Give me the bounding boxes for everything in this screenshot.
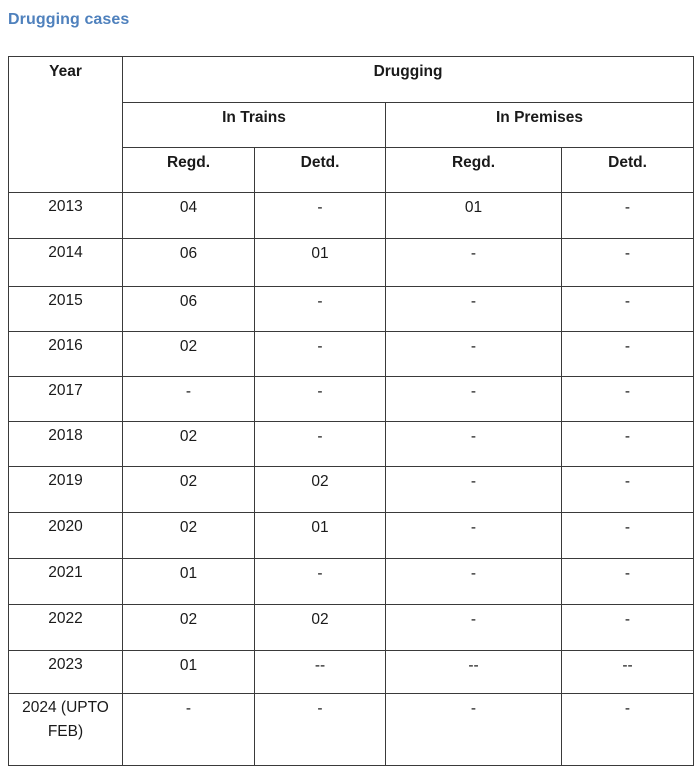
table-row <box>9 651 694 694</box>
cell-trains-detd: 02 <box>255 467 386 513</box>
cell-prem-regd: 01 <box>386 193 562 239</box>
cell-year: 2018 <box>9 422 123 467</box>
cell-prem-regd: -- <box>386 651 562 694</box>
cell-trains-regd: 02 <box>123 513 255 559</box>
table-row <box>9 332 694 377</box>
cell-trains-regd: 02 <box>123 467 255 513</box>
table-row <box>9 287 694 332</box>
cell-prem-regd: - <box>386 559 562 605</box>
cell-prem-detd: - <box>562 377 694 422</box>
cell-trains-detd: 01 <box>255 239 386 287</box>
cell-prem-detd: - <box>562 559 694 605</box>
cell-trains-detd: - <box>255 377 386 422</box>
cell-trains-regd: 02 <box>123 422 255 467</box>
cell-trains-detd: -- <box>255 651 386 694</box>
cell-prem-detd: - <box>562 193 694 239</box>
cell-prem-detd: - <box>562 239 694 287</box>
cell-trains-regd: - <box>123 377 255 422</box>
header-premises-regd: Regd. <box>386 148 562 193</box>
cell-prem-regd: - <box>386 422 562 467</box>
cell-prem-detd: -- <box>562 651 694 694</box>
page-title: Drugging cases <box>8 11 130 28</box>
cell-year: 2021 <box>9 559 123 605</box>
cell-year: 2020 <box>9 513 123 559</box>
cell-prem-regd: - <box>386 239 562 287</box>
cell-trains-detd: - <box>255 694 386 766</box>
table-row <box>9 513 694 559</box>
cell-prem-regd: - <box>386 332 562 377</box>
cell-year: 2014 <box>9 239 123 287</box>
table-row <box>9 377 694 422</box>
table-body <box>9 193 694 766</box>
cell-year: 2015 <box>9 287 123 332</box>
drugging-cases-table <box>8 56 694 766</box>
cell-trains-regd: 04 <box>123 193 255 239</box>
cell-prem-detd: - <box>562 467 694 513</box>
header-in-trains: In Trains <box>123 103 386 148</box>
header-trains-regd: Regd. <box>123 148 255 193</box>
cell-year: 2016 <box>9 332 123 377</box>
cell-prem-detd: - <box>562 694 694 766</box>
cell-trains-regd: 01 <box>123 651 255 694</box>
header-premises-detd: Detd. <box>562 148 694 193</box>
header-drugging: Drugging <box>123 57 694 103</box>
cell-year: 2023 <box>9 651 123 694</box>
cell-trains-regd: 06 <box>123 287 255 332</box>
table-row <box>9 239 694 287</box>
header-trains-detd: Detd. <box>255 148 386 193</box>
cell-trains-regd: 02 <box>123 605 255 651</box>
cell-trains-detd: - <box>255 422 386 467</box>
cell-trains-detd: - <box>255 287 386 332</box>
cell-prem-detd: - <box>562 332 694 377</box>
cell-year: 2022 <box>9 605 123 651</box>
cell-trains-detd: 01 <box>255 513 386 559</box>
table-row <box>9 422 694 467</box>
cell-prem-regd: - <box>386 467 562 513</box>
cell-trains-detd: - <box>255 559 386 605</box>
table-row <box>9 193 694 239</box>
header-year: Year <box>9 57 123 193</box>
cell-year: 2017 <box>9 377 123 422</box>
cell-year: 2024 (UPTO FEB) <box>9 694 123 766</box>
cell-trains-regd: 02 <box>123 332 255 377</box>
cell-prem-detd: - <box>562 287 694 332</box>
cell-trains-detd: - <box>255 193 386 239</box>
table-row <box>9 559 694 605</box>
header-in-premises: In Premises <box>386 103 694 148</box>
cell-prem-regd: - <box>386 513 562 559</box>
cell-prem-regd: - <box>386 694 562 766</box>
cell-prem-detd: - <box>562 605 694 651</box>
cell-prem-regd: - <box>386 287 562 332</box>
table-row <box>9 605 694 651</box>
cell-year: 2019 <box>9 467 123 513</box>
cell-prem-detd: - <box>562 513 694 559</box>
cell-trains-regd: 01 <box>123 559 255 605</box>
cell-trains-detd: 02 <box>255 605 386 651</box>
cell-year: 2013 <box>9 193 123 239</box>
cell-prem-detd: - <box>562 422 694 467</box>
table-row <box>9 467 694 513</box>
cell-trains-detd: - <box>255 332 386 377</box>
table-row <box>9 694 694 766</box>
cell-trains-regd: - <box>123 694 255 766</box>
cell-trains-regd: 06 <box>123 239 255 287</box>
cell-prem-regd: - <box>386 605 562 651</box>
cell-prem-regd: - <box>386 377 562 422</box>
